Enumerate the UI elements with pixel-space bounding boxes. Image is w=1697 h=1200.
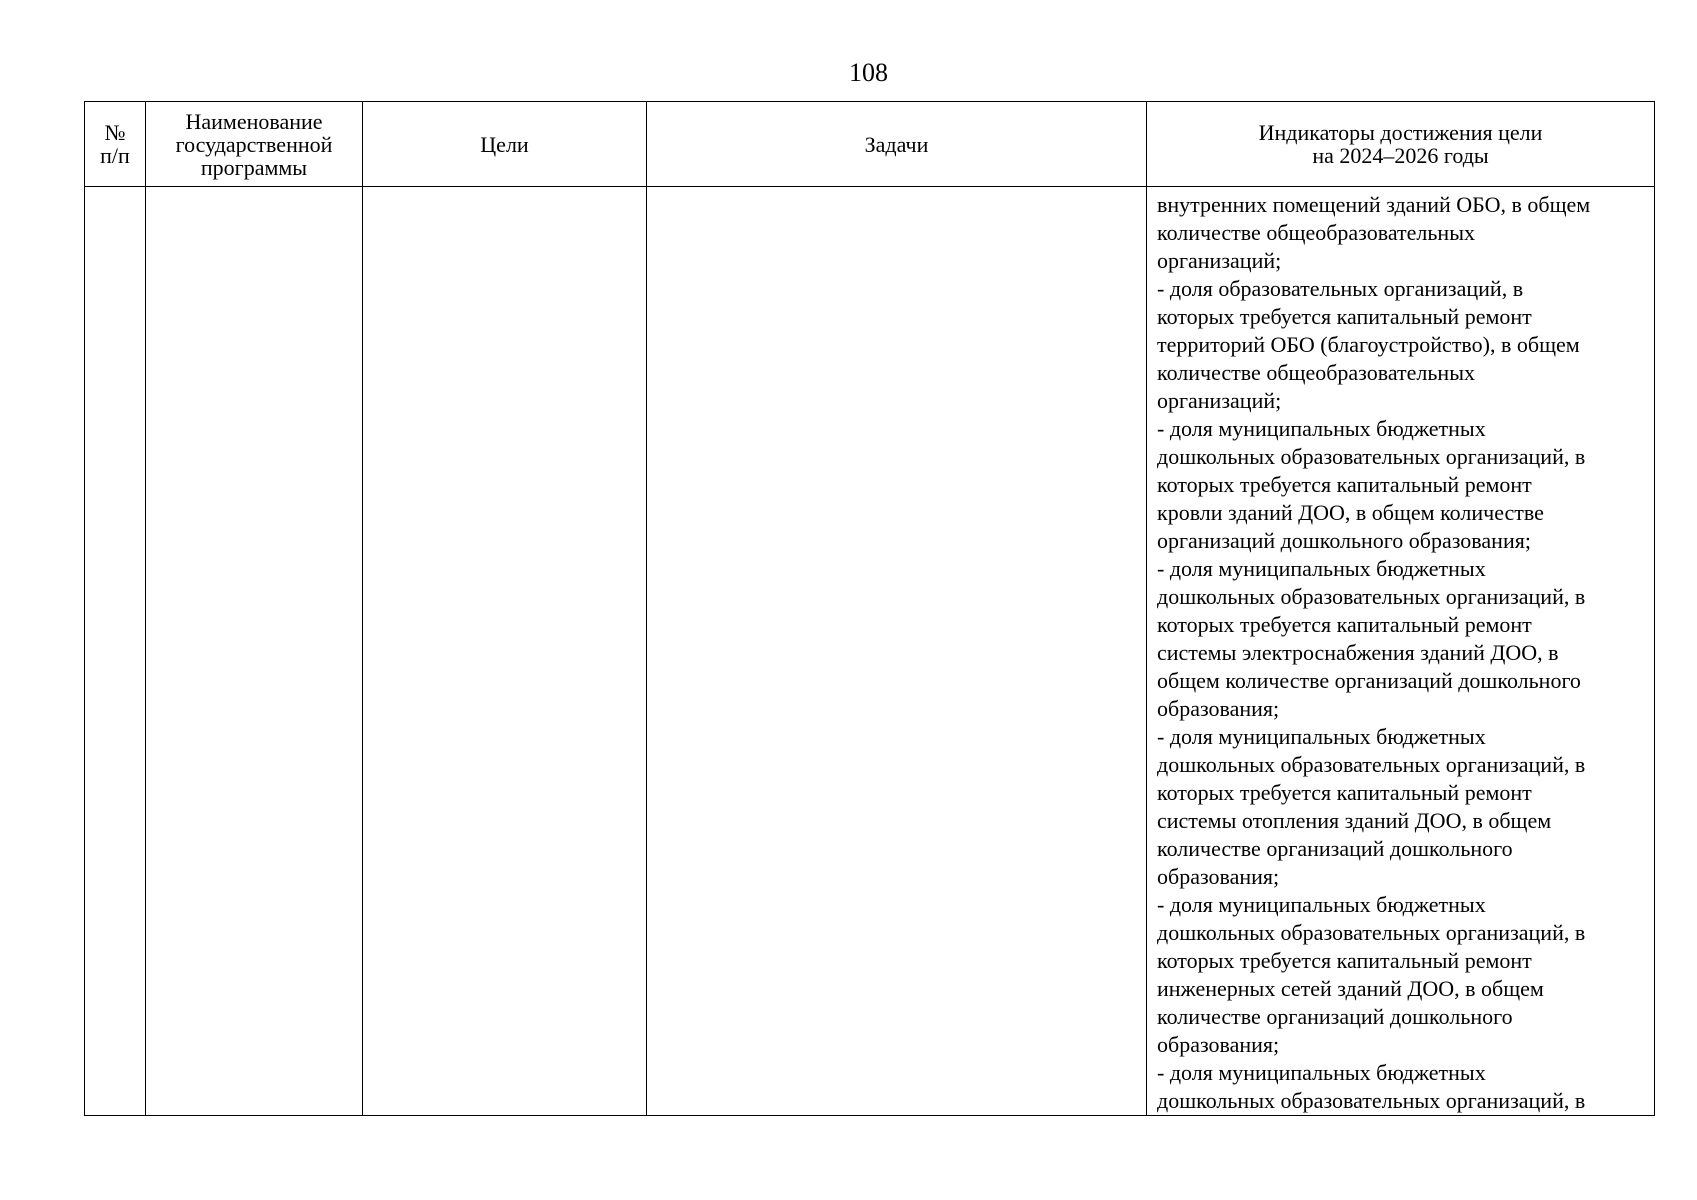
indicator-line: образования; <box>1157 696 1280 721</box>
indicator-text <box>1147 187 1654 1115</box>
indicator-line: организаций; <box>1157 388 1282 413</box>
indicator-line: - доля муниципальных бюджетных <box>1157 416 1486 441</box>
indicator-line: внутренних помещений зданий ОБО, в общем <box>1157 192 1591 217</box>
indicator-line: - доля образовательных организаций, в <box>1157 276 1524 301</box>
indicator-line: инженерных сетей зданий ДОО, в общем <box>1157 976 1544 1001</box>
indicator-line: организаций; <box>1157 248 1282 273</box>
indicator-line: кровли зданий ДОО, в общем количестве <box>1157 500 1544 525</box>
header-goals: Цели <box>363 102 647 187</box>
header-indicators <box>1147 102 1655 187</box>
indicator-line: которых требуется капитальный ремонт <box>1157 612 1532 637</box>
indicator-line: - доля муниципальных бюджетных <box>1157 1060 1486 1085</box>
cell-number <box>85 187 146 1116</box>
indicator-line: дошкольных образовательных организаций, в <box>1157 1088 1586 1113</box>
header-program-line3: программы <box>200 154 308 180</box>
header-number-line2: п/п <box>100 143 130 168</box>
indicator-line: дошкольных образовательных организаций, в <box>1157 752 1586 777</box>
indicator-line: - доля муниципальных бюджетных <box>1157 724 1486 749</box>
indicator-line: количестве организаций дошкольного <box>1157 836 1513 861</box>
header-program-line2: государственной <box>175 131 333 157</box>
table-header-row <box>85 102 1655 187</box>
indicator-line: образования; <box>1157 864 1280 889</box>
header-program-name <box>146 102 363 187</box>
program-table <box>84 101 1655 1116</box>
indicator-line: - доля муниципальных бюджетных <box>1157 892 1486 917</box>
indicator-line: - доля муниципальных бюджетных <box>1157 556 1486 581</box>
indicator-line: которых требуется капитальный ремонт <box>1157 948 1532 973</box>
header-indicators-line2: на 2024–2026 годы <box>1312 143 1489 168</box>
header-number <box>85 102 146 187</box>
table-row <box>85 187 1655 1116</box>
header-number-line1: № <box>104 120 126 145</box>
indicator-line: количестве общеобразовательных <box>1157 220 1475 245</box>
indicator-line: количестве общеобразовательных <box>1157 360 1475 385</box>
indicator-line: общем количестве организаций дошкольного <box>1157 668 1581 693</box>
cell-goals <box>363 187 647 1116</box>
indicator-line: организаций дошкольного образования; <box>1157 528 1531 553</box>
cell-program-name <box>146 187 363 1116</box>
indicator-line: образования; <box>1157 1032 1280 1057</box>
header-indicators-line1: Индикаторы достижения цели <box>1258 120 1543 145</box>
indicator-line: системы электроснабжения зданий ДОО, в <box>1157 640 1559 665</box>
indicator-line: которых требуется капитальный ремонт <box>1157 780 1532 805</box>
header-tasks: Задачи <box>647 102 1147 187</box>
indicator-line: системы отопления зданий ДОО, в общем <box>1157 808 1552 833</box>
header-program-line1: Наименование <box>185 108 323 134</box>
indicator-line: дошкольных образовательных организаций, в <box>1157 920 1586 945</box>
indicator-line: территорий ОБО (благоустройство), в общем <box>1157 332 1580 357</box>
cell-tasks <box>647 187 1147 1116</box>
page-number: 108 <box>849 58 888 87</box>
cell-indicators <box>1147 187 1655 1116</box>
indicator-line: дошкольных образовательных организаций, в <box>1157 584 1586 609</box>
indicator-line: дошкольных образовательных организаций, в <box>1157 444 1586 469</box>
indicator-line: которых требуется капитальный ремонт <box>1157 304 1532 329</box>
indicator-line: которых требуется капитальный ремонт <box>1157 472 1532 497</box>
indicator-line: количестве организаций дошкольного <box>1157 1004 1513 1029</box>
